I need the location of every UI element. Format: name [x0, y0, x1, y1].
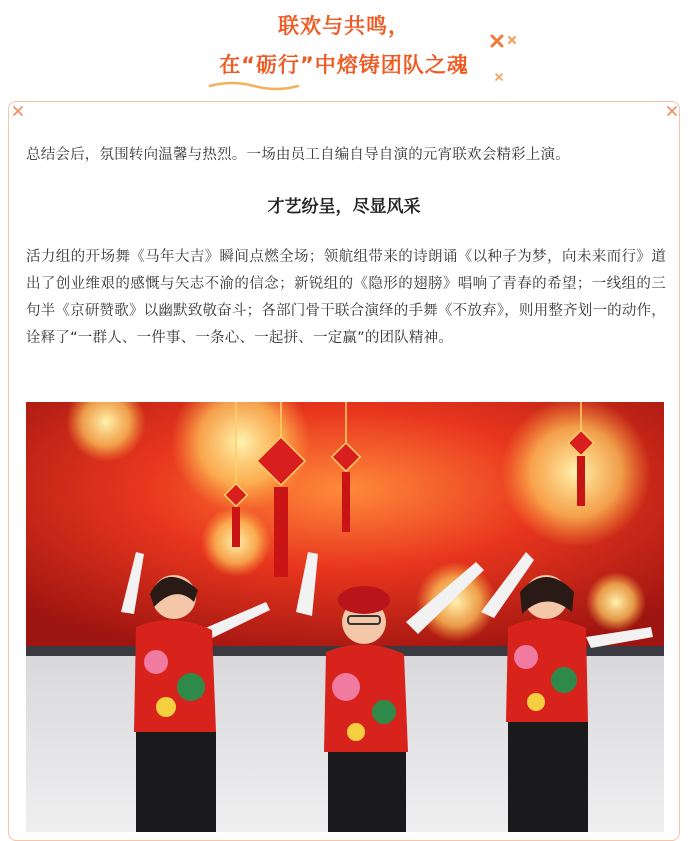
sparkle-icon [666, 105, 678, 117]
header [0, 0, 688, 100]
sparkle-icon [490, 34, 520, 50]
section-subheading: 才艺纷呈，尽显风采 [267, 197, 421, 217]
wave-underline-icon [206, 78, 302, 92]
stage-photo-dancers [26, 402, 664, 832]
intro-paragraph: 总结会后，氛围转向温馨与热烈。一场由员工自编自导自演的元宵联欢会精彩上演。 [26, 147, 570, 163]
title-line-1: 联欢与共鸣， [278, 14, 410, 38]
body-paragraph: 活力组的开场舞《马年大吉》瞬间点燃全场；领航组带来的诗朗诵《以种子为梦，向未来而行》道出了创业维艰的感慨与矢志不渝的信念；新锐组的《隐形的翅膀》唱响了青春的希望；一线组的三句半《京研赞歌》以幽默致敬奋斗；各部门骨干联合演绎的手舞《不放弃》，则用整齐划一的动作，诠释了“一群人、一件事、一条心、一起拼、一定赢”的团队精神。 [26, 249, 666, 346]
stage-photo [26, 402, 664, 832]
title-line-2: 在“砺行”中熔铸团队之魂 [219, 53, 469, 77]
sparkle-icon [12, 105, 24, 117]
sparkle-icon [494, 72, 504, 82]
